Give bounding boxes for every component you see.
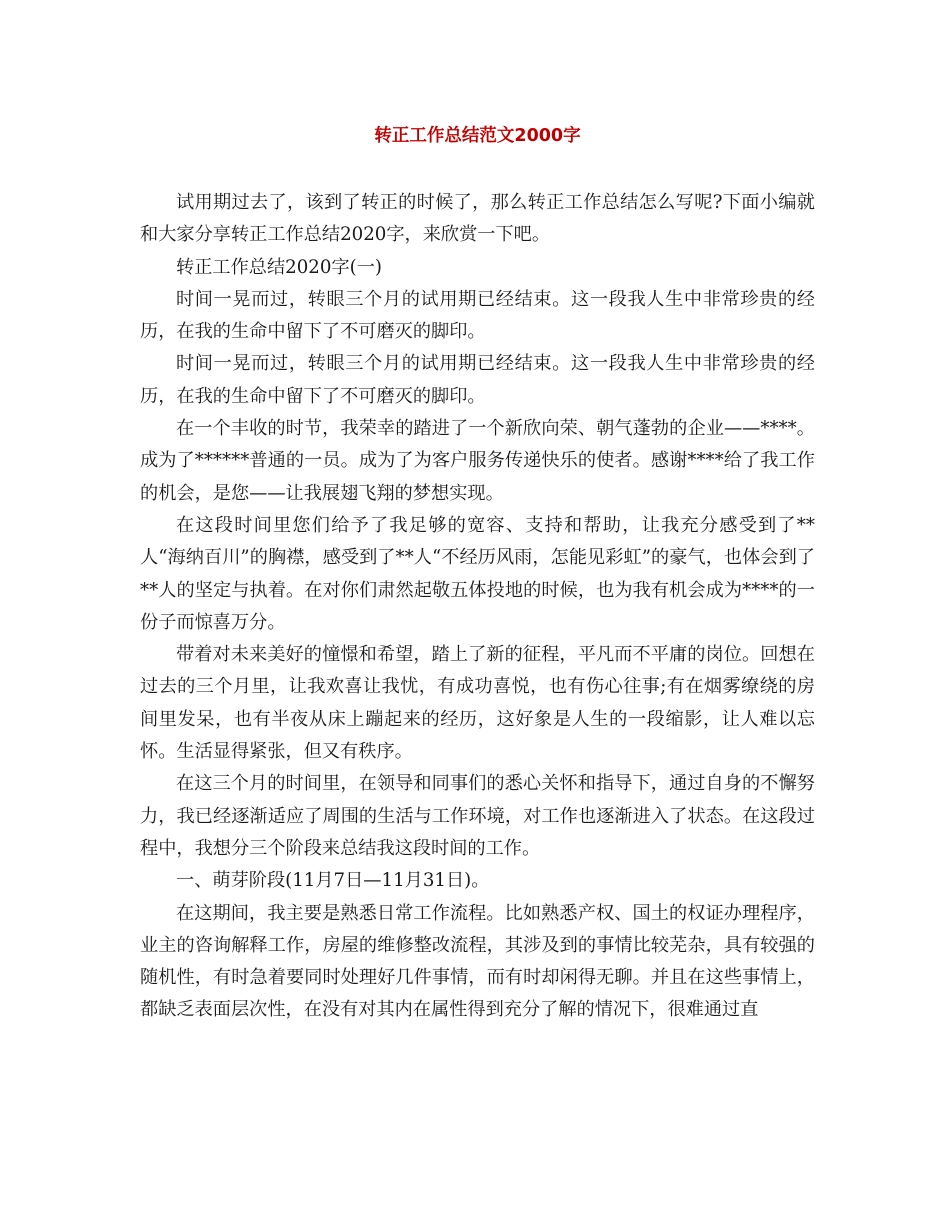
paragraph: 在这期间，我主要是熟悉日常工作流程。比如熟悉产权、国土的权证办理程序，业主的咨询解释工作，房屋的维修整改流程，其涉及到的事情比较芜杂，具有较强的随机性，有时急着要同时处理好几件事情，而有时却闲得无聊。并且在这些事情上，都缺乏表面层次性，在没有对其内在属性得到充分了解的情况下，很难通过直 xyxy=(140,902,815,1021)
paragraph-intro: 试用期过去了，该到了转正的时候了，那么转正工作总结怎么写呢?下面小编就和大家分享转正工作总结2020字，来欣赏一下吧。 xyxy=(140,192,815,246)
paragraph: 带着对未来美好的憧憬和希望，踏上了新的征程，平凡而不平庸的岗位。回想在过去的三个月里，让我欢喜让我忧，有成功喜悦，也有伤心往事;有在烟雾缭绕的房间里发呆，也有半夜从床上蹦起来的经历，这好象是人生的一段缩影，让人难以忘怀。生活显得紧张，但又有秩序。 xyxy=(140,644,815,763)
paragraph: 时间一晃而过，转眼三个月的试用期已经结束。这一段我人生中非常珍贵的经历，在我的生命中留下了不可磨灭的脚印。 xyxy=(140,288,815,343)
paragraph: 在这三个月的时间里，在领导和同事们的悉心关怀和指导下，通过自身的不懈努力，我已经逐渐适应了周围的生活与工作环境，对工作也逐渐进入了状态。在这段过程中，我想分三个阶段来总结我这段时间的工作。 xyxy=(140,773,815,859)
paragraph: 时间一晃而过，转眼三个月的试用期已经结束。这一段我人生中非常珍贵的经历，在我的生命中留下了不可磨灭的脚印。 xyxy=(140,353,815,407)
paragraph-stage-heading: 一、萌芽阶段(11月7日—11月31日)。 xyxy=(176,870,490,892)
paragraph: 在一个丰收的时节，我荣幸的踏进了一个新欣向荣、朝气蓬勃的企业——****。成为了******普通的一员。成为了为客户服务传递快乐的使者。感谢****给了我工作的机会，是您——让我展翅飞翔的梦想实现。 xyxy=(140,418,815,504)
paragraph: 在这段时间里您们给予了我足够的宽容、支持和帮助，让我充分感受到了**人“海纳百川”的胸襟，感受到了**人“不经历风雨，怎能见彩虹”的豪气，也体会到了**人的坚定与执着。在对你们肃然起敬五体投地的时候，也为我有机会成为****的一份子而惊喜万分。 xyxy=(140,514,815,633)
paragraph-heading-1: 转正工作总结2020字(一) xyxy=(176,256,382,278)
document-body xyxy=(140,187,815,1027)
document-title: 转正工作总结范文2000字 xyxy=(374,126,581,146)
